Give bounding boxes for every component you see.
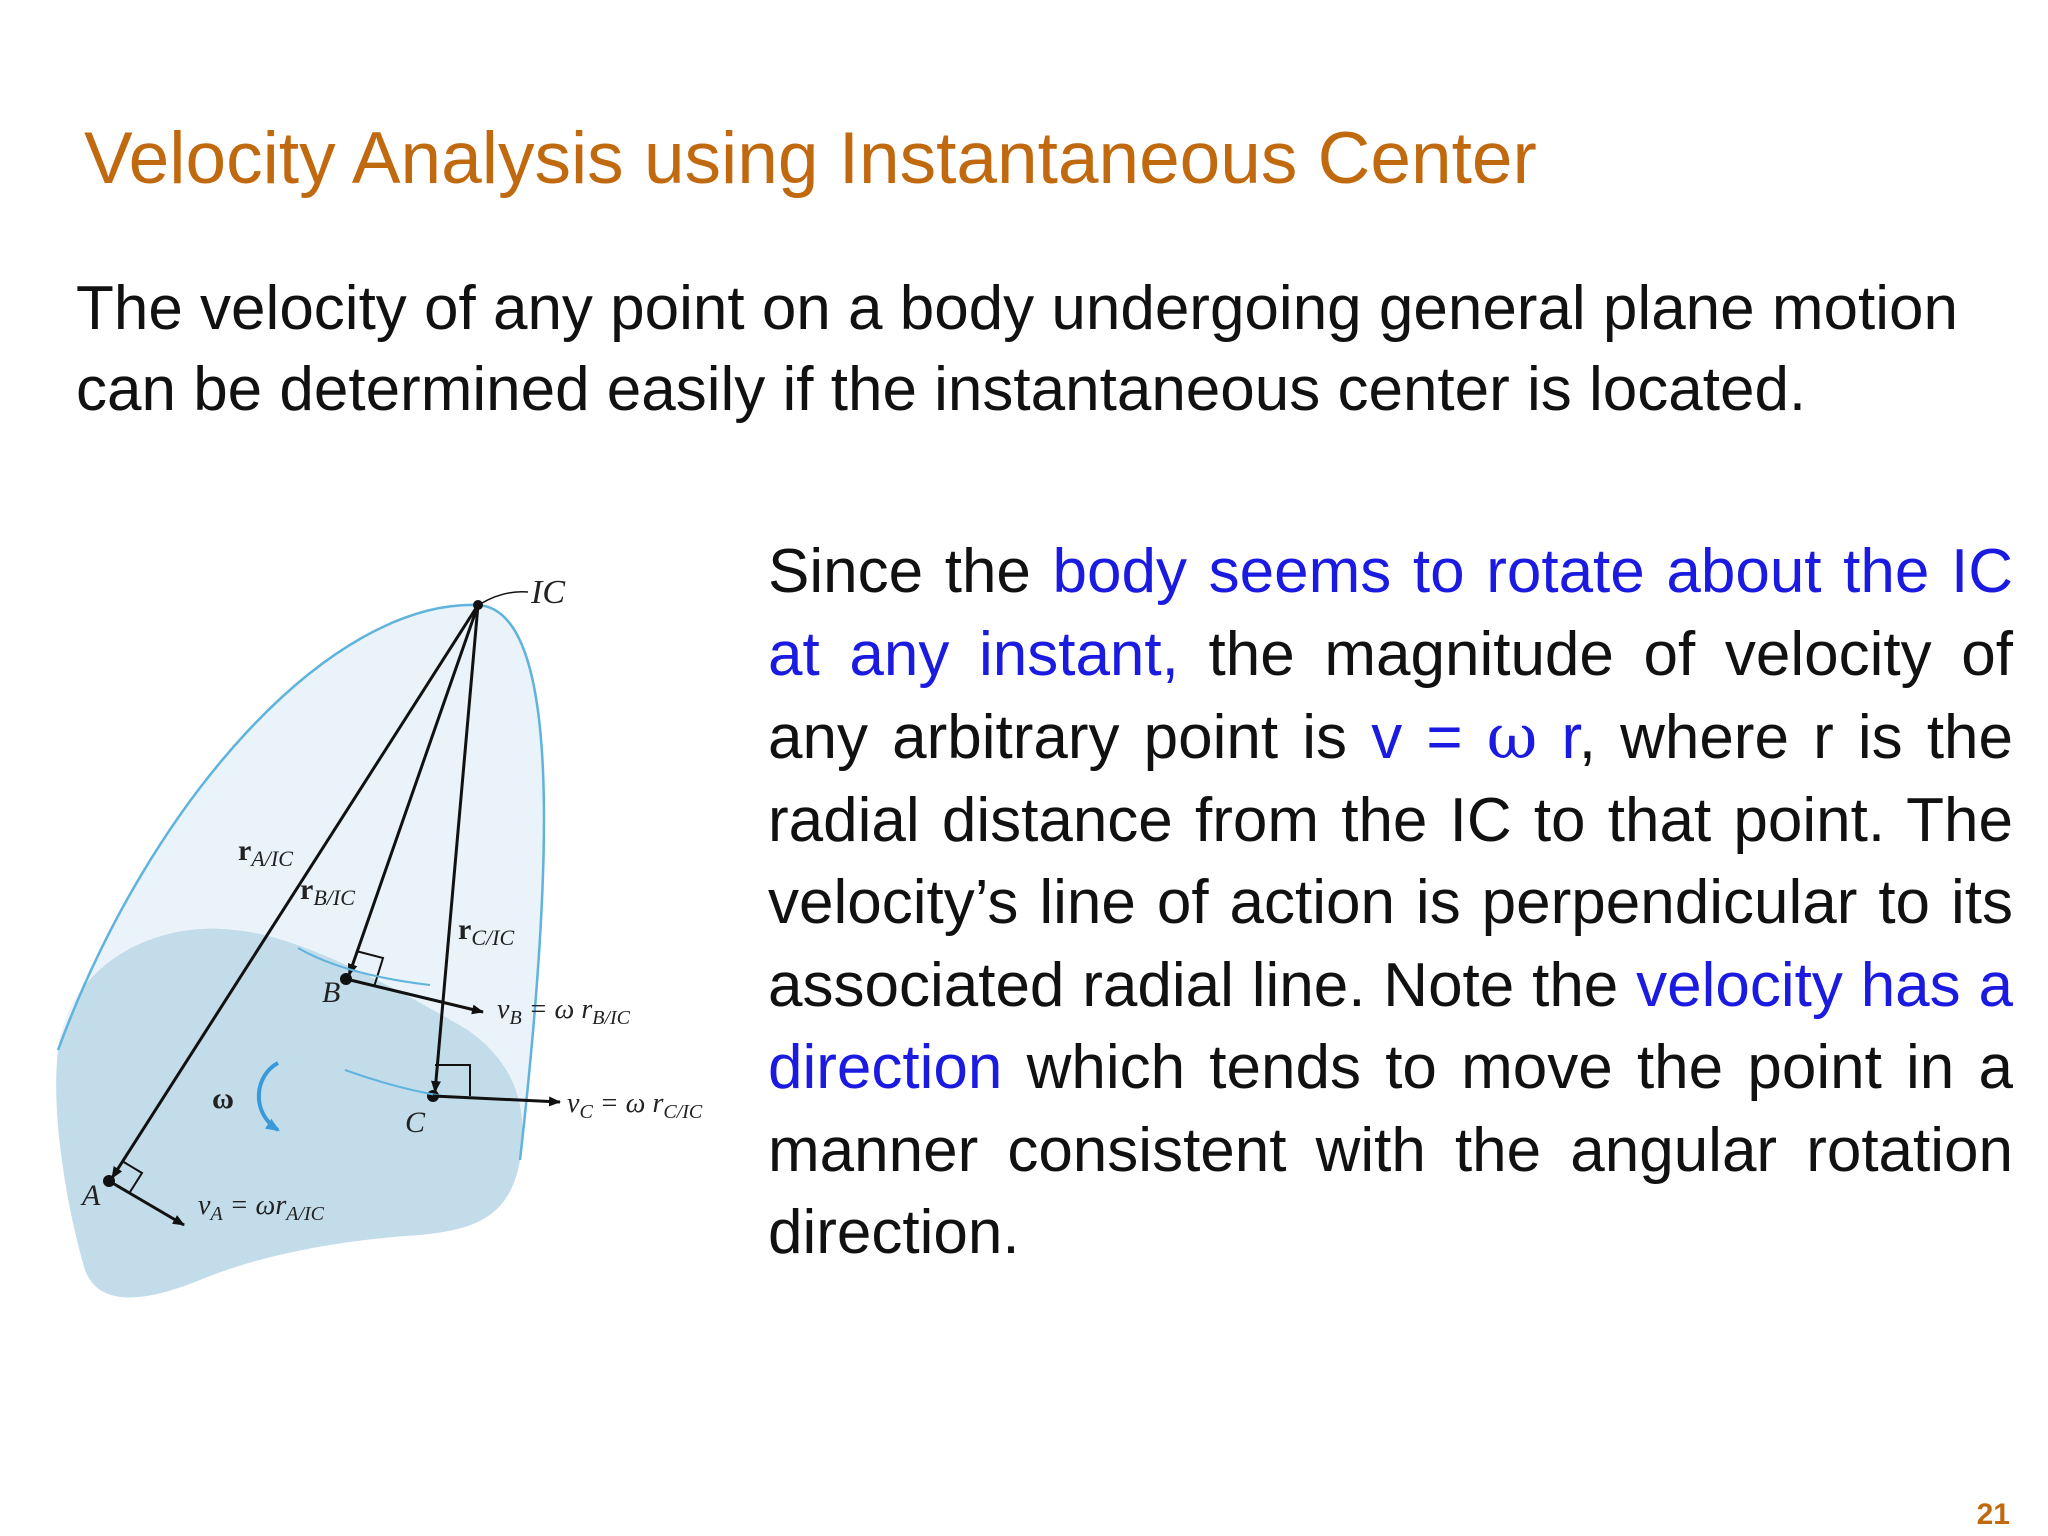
omega-label: ω xyxy=(212,1082,234,1115)
explanation-paragraph xyxy=(768,531,2013,1275)
explanation-text-3: , where r is the radial distance from the IC to that point. The velocity’s line of action is perpendicular to its associated radial line. Note the xyxy=(768,703,2014,1020)
r-b-ic-label: $r_{B/IC}$ xyxy=(300,873,355,910)
intro-paragraph: The velocity of any point on a body undergoing general plane motion can be determined easily if the instantaneous center is located. xyxy=(76,274,1958,424)
point-b-label: B xyxy=(322,976,341,1009)
r-c-ic-label: $r_{C/IC}$ xyxy=(458,913,515,950)
ic-leader-line xyxy=(482,592,528,603)
ic-point xyxy=(473,600,483,610)
v-c-equation-label: $v_C = \omega$ $r_{C/IC}$ xyxy=(567,1088,703,1123)
v-b-equation-label: $v_B = \omega$ $r_{B/IC}$ xyxy=(497,994,631,1029)
explanation-text-4: which tends to move the point in a manner consistent with the angular rotation direction. xyxy=(768,1033,2013,1267)
point-a-label: A xyxy=(82,1179,101,1212)
v-a-equation-label: $v_A = \omega r_{A/IC}$ xyxy=(198,1190,325,1225)
highlight-velocity-direction: velocity has a direction xyxy=(768,950,2013,1102)
r-a-ic-label: $r_{A/IC}$ xyxy=(238,834,293,871)
ic-label: IC xyxy=(531,574,565,611)
page-number: 21 xyxy=(1976,1498,2010,1531)
highlight-rotation-statement: body seems to rotate about the IC at any instant, xyxy=(768,537,2013,689)
explanation-text-2: the magnitude of velocity of any arbitrary point is xyxy=(768,619,2013,772)
point-c-label: C xyxy=(405,1106,426,1139)
instantaneous-center-figure xyxy=(40,555,760,1325)
highlight-velocity-formula: v = ω r xyxy=(1371,700,1579,773)
slide-title: Velocity Analysis using Instantaneous Center xyxy=(84,118,1537,199)
explanation-text-1: Since the xyxy=(768,537,1053,606)
